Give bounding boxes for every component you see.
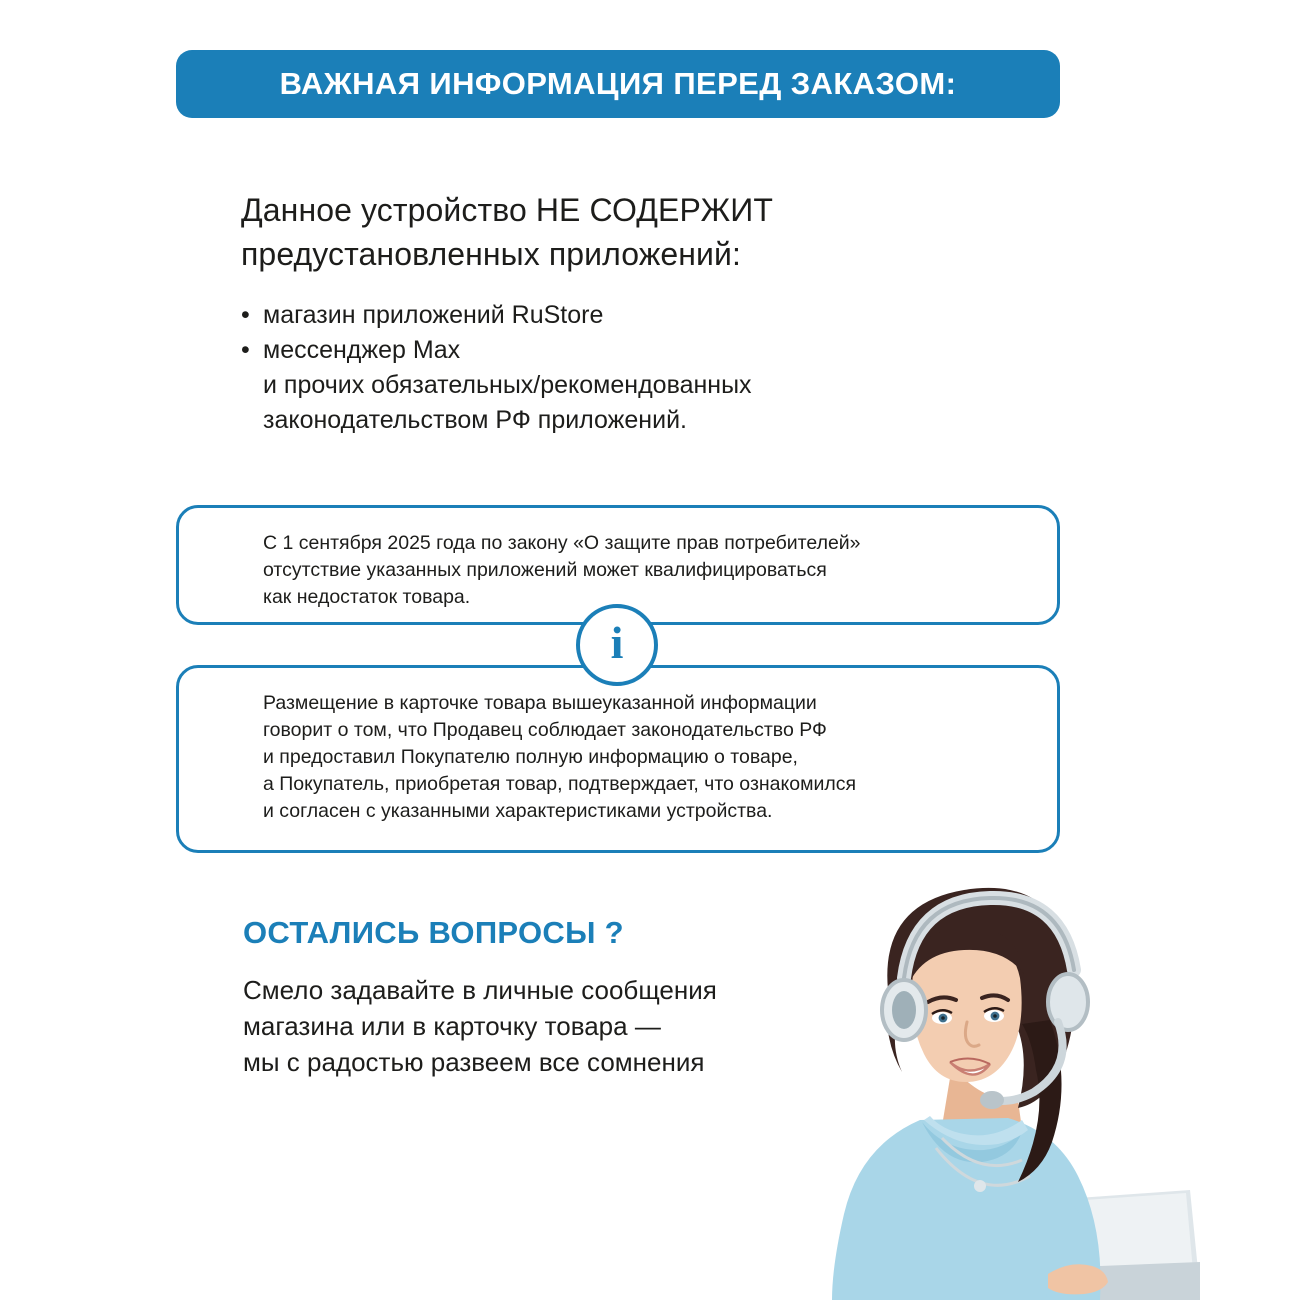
bullet-dot-icon: •: [241, 301, 250, 329]
questions-line-2: магазина или в карточку товара —: [243, 1011, 661, 1041]
seller-statement-line-3: и предоставил Покупателю полную информацию о товаре,: [263, 746, 798, 768]
questions-heading: ОСТАЛИСЬ ВОПРОСЫ ?: [243, 915, 624, 950]
questions-line-1: Смело задавайте в личные сообщения: [243, 975, 717, 1005]
support-operator-illustration: [800, 870, 1200, 1300]
seller-statement-text: [263, 690, 1003, 825]
page-title: ВАЖНАЯ ИНФОРМАЦИЯ ПЕРЕД ЗАКАЗОМ:: [279, 66, 957, 101]
law-notice-line-3: как недостаток товара.: [263, 586, 471, 608]
intro-line-2: предустановленных приложений:: [241, 236, 741, 272]
header-banner: [176, 50, 1060, 118]
list-item-label: мессенджер Max: [263, 336, 461, 364]
info-icon-glyph: i: [610, 617, 624, 668]
bullet-dot-icon: •: [241, 336, 250, 364]
seller-statement-line-5: и согласен с указанными характеристиками устройства.: [263, 800, 773, 822]
seller-statement-line-2: говорит о том, что Продавец соблюдает законодательство РФ: [263, 719, 827, 741]
list-item: [241, 333, 1041, 368]
seller-statement-line-1: Размещение в карточке товара вышеуказанной информации: [263, 692, 817, 714]
info-icon: [576, 604, 658, 686]
bullet-continuation-line-2: законодательством РФ приложений.: [263, 406, 687, 434]
seller-statement-card: [176, 665, 1060, 853]
law-notice-line-2: отсутствие указанных приложений может квалифицироваться: [263, 559, 827, 581]
bullet-continuation-line-1: и прочих обязательных/рекомендованных: [263, 371, 752, 399]
intro-block: [241, 188, 1001, 276]
questions-line-3: мы с радостью развеем все сомнения: [243, 1047, 705, 1077]
law-notice-line-1: С 1 сентября 2025 года по закону «О защите прав потребителей»: [263, 532, 861, 554]
missing-apps-list: [241, 298, 1041, 438]
seller-statement-line-4: а Покупатель, приобретая товар, подтверждает, что ознакомился: [263, 773, 857, 795]
support-operator-image: [800, 870, 1200, 1300]
law-notice-text: [263, 530, 1003, 611]
list-item: [241, 298, 1041, 333]
intro-line-1: Данное устройство НЕ СОДЕРЖИТ: [241, 192, 773, 228]
questions-body: [243, 972, 863, 1080]
list-item-label: магазин приложений RuStore: [263, 301, 604, 329]
